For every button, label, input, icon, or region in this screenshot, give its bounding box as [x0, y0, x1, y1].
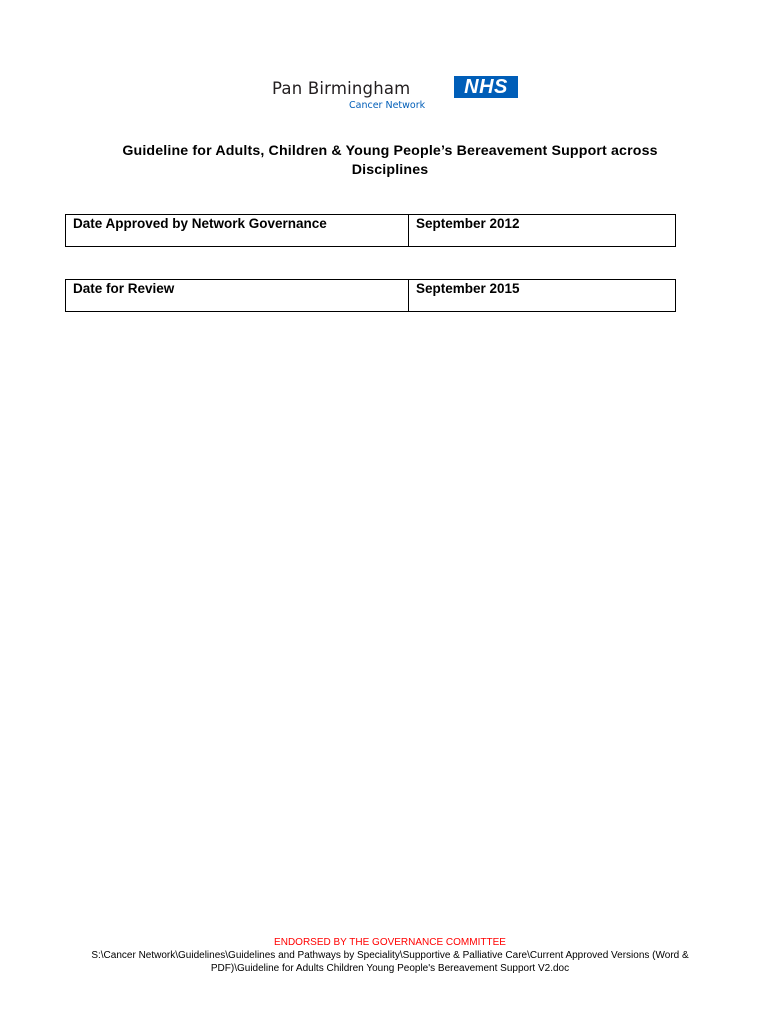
logo-organisation-name: Pan Birmingham [272, 79, 411, 98]
file-path-text: S:\Cancer Network\Guidelines\Guidelines and Pathways by Speciality\Supportive & Palliative Care\Current Approved Versions (Word & PDF)\Guideline for Adults Children Young People's Bereavement Support V2.doc [91, 950, 689, 974]
document-title: Guideline for Adults, Children & Young People’s Bereavement Support across Disciplines [122, 143, 658, 178]
approval-date-label: Date Approved by Network Governance [66, 215, 409, 246]
review-date-label: Date for Review [66, 280, 409, 311]
endorsement-notice: ENDORSED BY THE GOVERNANCE COMMITTEE [274, 937, 506, 948]
logo-network-name: Cancer Network [349, 100, 426, 111]
approval-date-table [65, 214, 676, 247]
review-date-table [65, 279, 676, 312]
review-date-value: September 2015 [416, 281, 520, 296]
organisation-logo [272, 76, 532, 116]
nhs-logo-badge: NHS [454, 76, 518, 98]
page-footer [60, 936, 720, 975]
approval-date-value: September 2012 [416, 216, 520, 231]
